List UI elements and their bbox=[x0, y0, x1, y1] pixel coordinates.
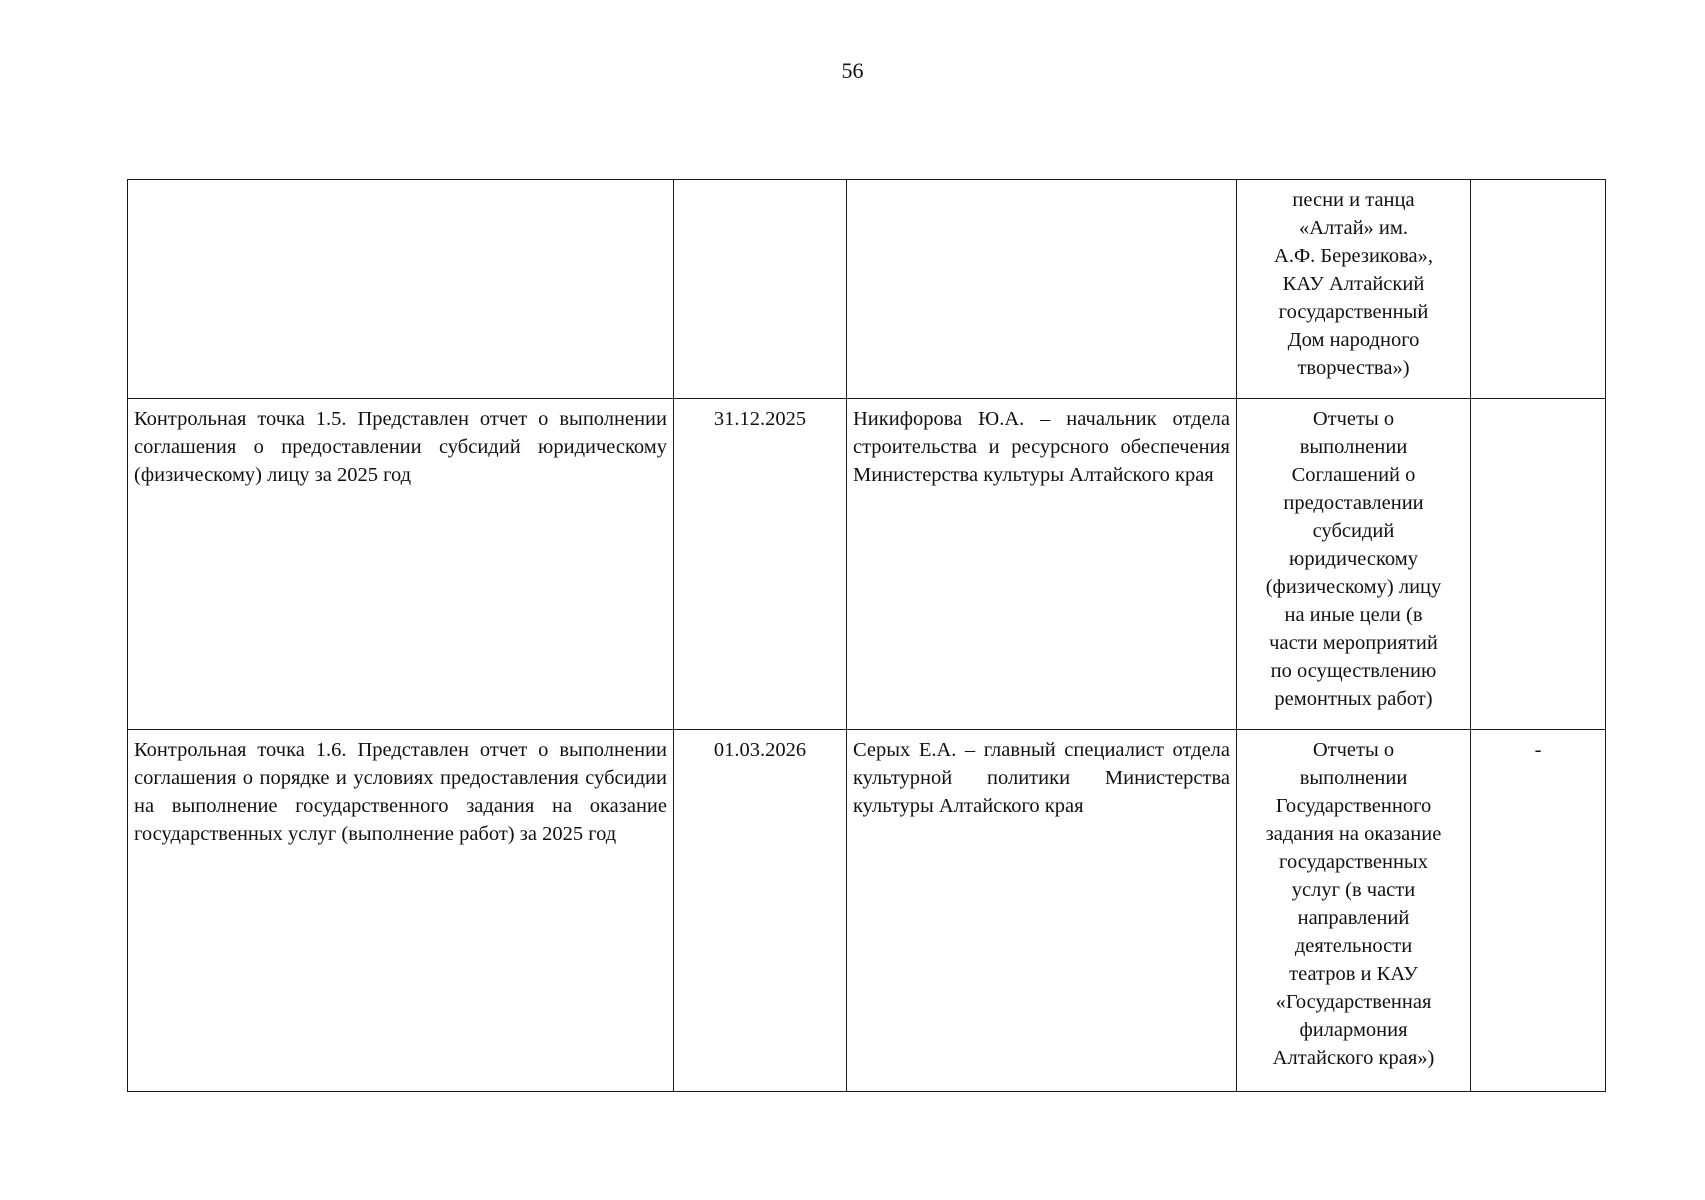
responsible-cell bbox=[847, 180, 1237, 399]
document-line: деятельности bbox=[1294, 935, 1413, 957]
document-cell bbox=[1237, 180, 1471, 399]
document-line: ремонтных работ) bbox=[1274, 688, 1433, 710]
document-line: филармония bbox=[1299, 1019, 1408, 1041]
document-cell bbox=[1237, 730, 1471, 1092]
document-line: Соглашений о bbox=[1291, 464, 1416, 486]
document-line: А.Ф. Березикова», bbox=[1274, 245, 1433, 267]
date-cell: 31.12.2025 bbox=[674, 399, 847, 730]
table-row bbox=[128, 180, 1606, 399]
note-cell bbox=[1471, 399, 1606, 730]
document-line: части мероприятий bbox=[1269, 632, 1438, 654]
document-line: выполнении bbox=[1299, 436, 1408, 458]
document-line: Дом народного bbox=[1287, 329, 1420, 351]
document-line: «Государственная bbox=[1275, 991, 1432, 1013]
document-line: КАУ Алтайский bbox=[1282, 273, 1425, 295]
date-cell bbox=[674, 180, 847, 399]
document-line: (физическому) лицу bbox=[1265, 576, 1442, 598]
document-line: Алтайского края») bbox=[1272, 1047, 1435, 1069]
page-number: 56 bbox=[841, 58, 864, 83]
document-line: Отчеты о bbox=[1312, 739, 1395, 761]
document-line: песни и танца bbox=[1292, 189, 1415, 211]
document-line: по осуществлению bbox=[1270, 660, 1437, 682]
document-line: задания на оказание bbox=[1265, 823, 1442, 845]
document-line: выполнении bbox=[1299, 767, 1408, 789]
document-line: на иные цели (в bbox=[1284, 604, 1423, 626]
document-line: творчества») bbox=[1297, 357, 1410, 379]
document-line: предоставлении bbox=[1283, 492, 1424, 514]
note-cell bbox=[1471, 180, 1606, 399]
document-line: государственный bbox=[1278, 301, 1429, 323]
document-line: субсидий bbox=[1312, 520, 1395, 542]
document-line: услуг (в части bbox=[1291, 879, 1416, 901]
document-cell bbox=[1237, 399, 1471, 730]
event-cell: Контрольная точка 1.6. Представлен отчет о выполнении соглашения о порядке и условиях предоставления субсидии на выполнение государственного задания на оказание государственных услуг (выполнение работ) за 2025 год bbox=[128, 730, 674, 1092]
document-line: театров и КАУ bbox=[1289, 963, 1418, 985]
table-row bbox=[128, 730, 1606, 1092]
responsible-cell: Никифорова Ю.А. – начальник отдела строительства и ресурсного обеспечения Министерства культуры Алтайского края bbox=[847, 399, 1237, 730]
note-cell: - bbox=[1471, 730, 1606, 1092]
responsible-cell: Серых Е.А. – главный специалист отдела культурной политики Министерства культуры Алтайского края bbox=[847, 730, 1237, 1092]
event-cell: Контрольная точка 1.5. Представлен отчет о выполнении соглашения о предоставлении субсидий юридическому (физическому) лицу за 2025 год bbox=[128, 399, 674, 730]
date-cell: 01.03.2026 bbox=[674, 730, 847, 1092]
document-line: Отчеты о bbox=[1312, 408, 1395, 430]
document-line: юридическому bbox=[1289, 548, 1418, 570]
control-points-table bbox=[127, 179, 1606, 1092]
document-line: «Алтай» им. bbox=[1298, 217, 1408, 239]
event-cell bbox=[128, 180, 674, 399]
table-row bbox=[128, 399, 1606, 730]
document-line: Государственного bbox=[1275, 795, 1432, 817]
document-line: государственных bbox=[1279, 851, 1428, 873]
document-line: направлений bbox=[1297, 907, 1410, 929]
